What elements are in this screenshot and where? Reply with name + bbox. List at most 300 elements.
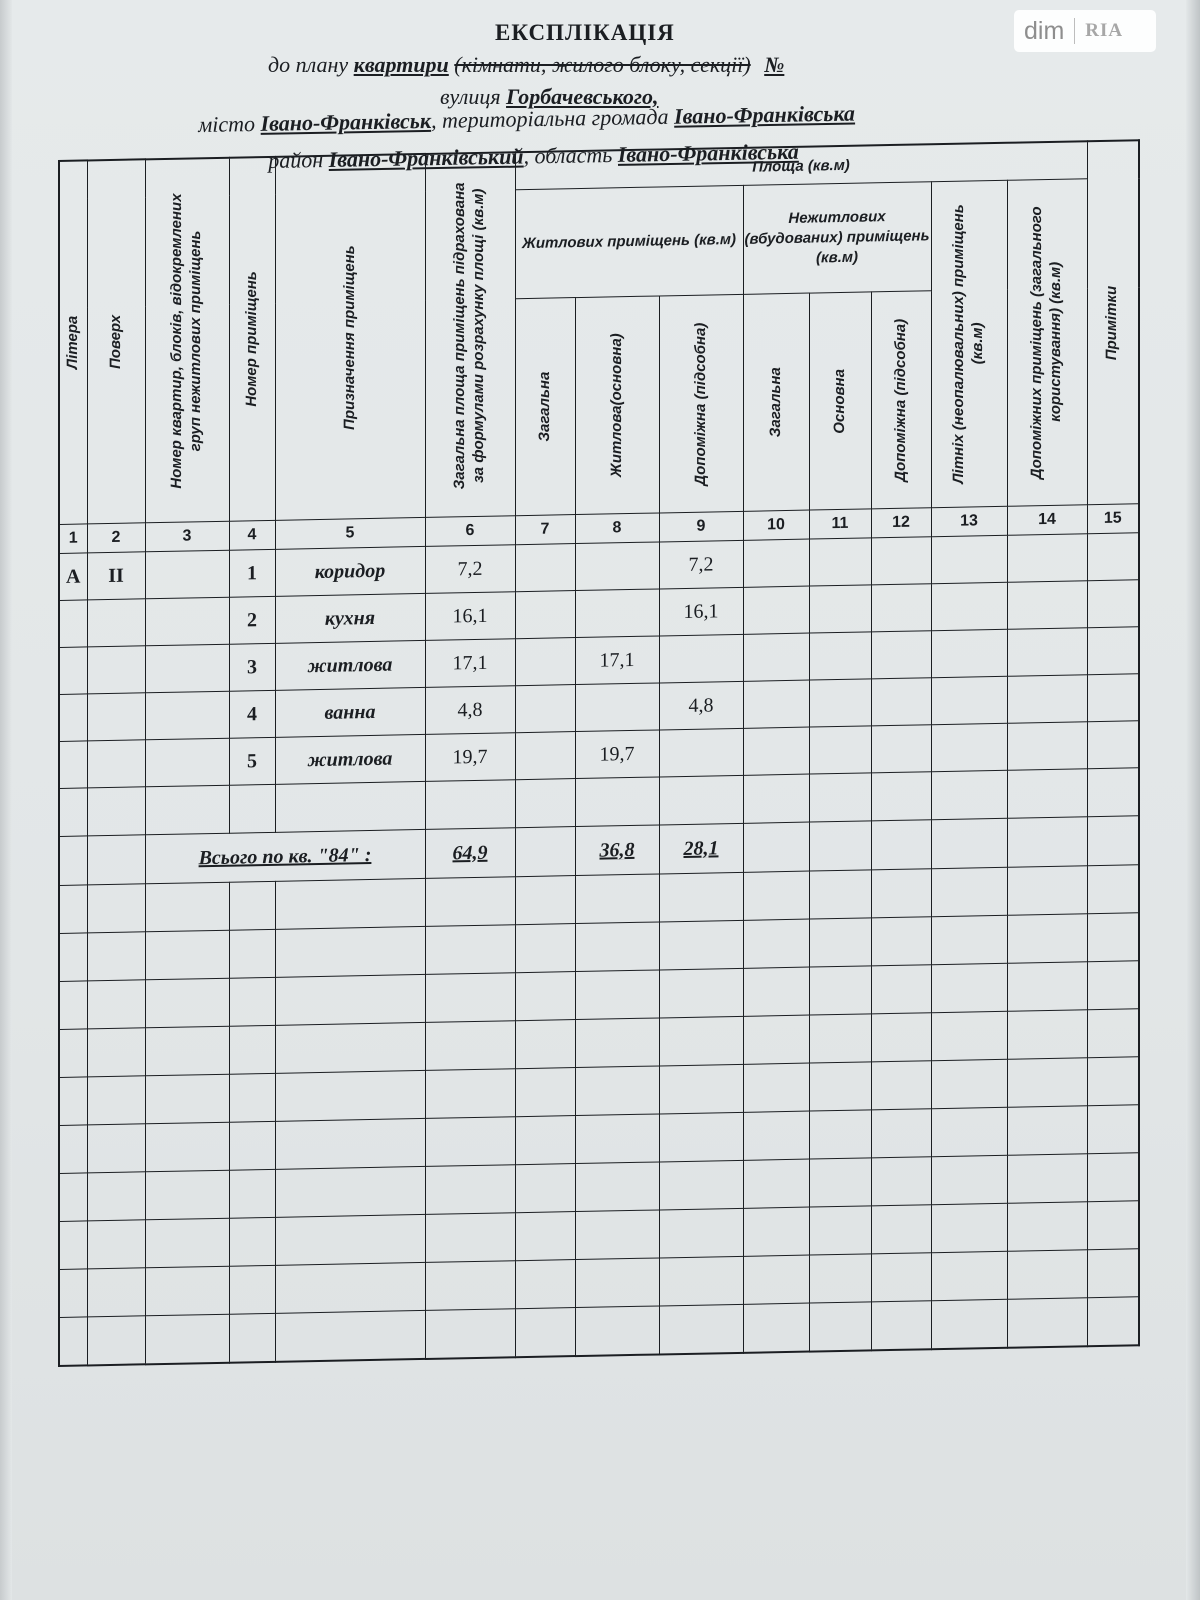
cell-room-number: 1	[229, 549, 275, 597]
totals-label: Всього по кв. "84" :	[145, 829, 425, 883]
cell-empty	[1087, 1153, 1139, 1202]
cell-living-total	[515, 685, 575, 733]
cell-empty	[59, 788, 87, 837]
cell-purpose: коридор	[275, 546, 425, 596]
cell-empty	[59, 1029, 87, 1078]
cell-empty	[1007, 1010, 1087, 1060]
cell-empty	[743, 1015, 809, 1064]
cell-floor	[87, 740, 145, 788]
column-number: 11	[809, 509, 871, 539]
cell-empty	[59, 981, 87, 1030]
cell-empty	[743, 1111, 809, 1160]
cell-empty	[275, 1070, 425, 1121]
cell-unit	[145, 691, 229, 740]
cell-empty	[809, 1302, 871, 1352]
col-header-nonliving-total: Загальна	[743, 293, 809, 511]
column-number: 2	[87, 523, 145, 553]
cell-empty	[743, 1063, 809, 1112]
column-number: 6	[425, 516, 515, 547]
column-number: 3	[145, 521, 229, 552]
plan-struck-options: (кімнати, жилого блоку, секції)	[454, 52, 751, 77]
cell-empty	[87, 980, 145, 1029]
col-header-room-number: Номер приміщень	[229, 157, 275, 521]
city-label: місто	[198, 111, 256, 137]
cell-empty	[59, 1077, 87, 1126]
cell-empty	[743, 1159, 809, 1208]
cell-empty	[809, 1158, 871, 1207]
cell-empty	[931, 1059, 1007, 1108]
cell-empty	[145, 1122, 229, 1172]
cell-empty	[931, 1251, 1007, 1300]
cell-empty	[809, 632, 871, 680]
cell-litera	[59, 741, 87, 789]
cell-empty	[425, 1309, 515, 1359]
cell-empty	[229, 1121, 275, 1170]
city-line	[198, 101, 855, 138]
cell-empty	[145, 978, 229, 1028]
cell-empty	[425, 973, 515, 1023]
cell-empty	[659, 1304, 743, 1354]
cell-empty	[145, 1218, 229, 1268]
cell-living-aux	[659, 728, 743, 777]
cell-empty	[1007, 1298, 1087, 1348]
cell-empty	[931, 915, 1007, 964]
cell-empty	[931, 582, 1007, 630]
cell-empty	[871, 537, 931, 585]
column-number: 15	[1087, 504, 1139, 534]
cell-empty	[809, 773, 871, 822]
cell-empty	[1087, 816, 1139, 866]
cell-empty	[145, 930, 229, 980]
column-number: 1	[59, 524, 87, 554]
cell-empty	[575, 1066, 659, 1116]
cell-empty	[87, 835, 145, 885]
cell-empty	[1007, 581, 1087, 630]
cell-empty	[871, 820, 931, 870]
cell-floor	[87, 599, 145, 647]
cell-empty	[515, 1116, 575, 1165]
cell-empty	[229, 1313, 275, 1362]
cell-empty	[743, 967, 809, 1016]
cell-room-number: 2	[229, 596, 275, 644]
col-header-nonliving-aux: Допоміжна (підсобна)	[871, 291, 931, 509]
cell-empty	[871, 965, 931, 1014]
cell-unit	[145, 550, 229, 599]
cell-purpose: житлова	[275, 640, 425, 690]
cell-empty	[659, 872, 743, 922]
cell-empty	[1007, 1106, 1087, 1156]
cell-empty	[229, 784, 275, 833]
document-title: ЕКСПЛІКАЦІЯ	[495, 20, 675, 45]
col-header-floor: Поверх	[87, 159, 145, 524]
cell-empty	[931, 867, 1007, 916]
cell-empty	[809, 1206, 871, 1255]
cell-empty	[659, 1064, 743, 1114]
cell-empty	[229, 1073, 275, 1122]
cell-empty	[659, 968, 743, 1018]
cell-room-number: 3	[229, 643, 275, 691]
col-header-unit-number: Номер квартир, блоків, відокремлених груп нежитлових приміщень	[145, 158, 229, 523]
cell-empty	[1007, 534, 1087, 583]
cell-empty	[275, 1118, 425, 1169]
cell-empty	[931, 535, 1007, 583]
watermark-ria: RIA	[1085, 20, 1124, 41]
cell-empty	[1087, 674, 1139, 722]
cell-empty	[515, 1164, 575, 1213]
cell-empty	[229, 977, 275, 1026]
cell-empty	[1087, 961, 1139, 1010]
cell-floor: II	[87, 552, 145, 600]
cell-empty	[809, 821, 871, 871]
cell-empty	[931, 770, 1007, 819]
cell-empty	[931, 723, 1007, 771]
cell-empty	[1007, 962, 1087, 1012]
cell-empty	[87, 787, 145, 836]
cell-empty	[425, 1165, 515, 1215]
col-header-notes: Примітки	[1087, 140, 1139, 504]
cell-living-aux: 16,1	[659, 587, 743, 636]
col-header-living-main: Житлова(основна)	[575, 296, 659, 515]
cell-empty	[931, 1107, 1007, 1156]
cell-empty	[1087, 1297, 1139, 1346]
cell-empty	[871, 772, 931, 821]
cell-empty	[59, 836, 87, 886]
cell-empty	[87, 1220, 145, 1269]
cell-room-number: 4	[229, 690, 275, 738]
community-label: , територіальна громада	[430, 103, 669, 133]
cell-empty	[425, 925, 515, 975]
cell-living-total	[515, 591, 575, 639]
cell-empty	[229, 929, 275, 978]
cell-empty	[87, 1028, 145, 1077]
district-value: Івано-Франківський	[328, 143, 524, 172]
cell-empty	[659, 920, 743, 970]
cell-empty	[275, 926, 425, 977]
cell-empty	[59, 885, 87, 934]
cell-empty	[931, 1203, 1007, 1252]
cell-empty	[59, 933, 87, 982]
cell-empty	[87, 1316, 145, 1366]
cell-empty	[515, 827, 575, 877]
cell-empty	[659, 1256, 743, 1306]
cell-empty	[931, 1299, 1007, 1349]
district-label: район	[268, 147, 324, 173]
cell-empty	[145, 882, 229, 932]
cell-empty	[659, 775, 743, 825]
watermark-divider	[1074, 18, 1075, 44]
cell-living-main: 17,1	[575, 636, 659, 685]
cell-litera: А	[59, 553, 87, 601]
cell-total-area: 4,8	[425, 686, 515, 735]
cell-empty	[425, 1117, 515, 1167]
column-number: 9	[659, 511, 743, 542]
cell-empty	[229, 1025, 275, 1074]
cell-empty	[1087, 627, 1139, 675]
col-header-common-aux: Допоміжних приміщень (загального користування) (кв.м)	[1007, 179, 1087, 507]
cell-unit	[145, 738, 229, 787]
cell-empty	[1007, 866, 1087, 916]
cell-empty	[871, 584, 931, 632]
cell-empty	[871, 678, 931, 726]
col-header-living-total: Загальна	[515, 298, 575, 516]
cell-empty	[145, 785, 229, 835]
cell-empty	[1087, 865, 1139, 914]
cell-empty	[809, 918, 871, 967]
cell-empty	[1007, 628, 1087, 677]
plan-object: квартири	[353, 52, 449, 77]
cell-living-main	[575, 683, 659, 732]
plan-line	[268, 52, 812, 78]
cell-empty	[1087, 1009, 1139, 1058]
cell-empty	[809, 726, 871, 774]
cell-empty	[59, 1317, 87, 1366]
totals-total-area: 64,9	[425, 828, 515, 879]
page-edge-right	[1186, 0, 1200, 1600]
cell-empty	[575, 922, 659, 972]
cell-empty	[1007, 1250, 1087, 1300]
cell-empty	[87, 1268, 145, 1317]
cell-empty	[145, 1170, 229, 1220]
region-value: Івано-Франківська	[617, 138, 799, 167]
cell-empty	[871, 631, 931, 679]
cell-empty	[809, 966, 871, 1015]
cell-empty	[931, 963, 1007, 1012]
column-number: 7	[515, 515, 575, 545]
col-header-litera: Літера	[59, 160, 87, 524]
cell-empty	[275, 1214, 425, 1265]
cell-empty	[425, 877, 515, 927]
cell-empty	[871, 1253, 931, 1302]
cell-empty	[743, 1255, 809, 1304]
plan-prefix: до плану	[268, 52, 349, 77]
cell-empty	[59, 1269, 87, 1318]
cell-living-total	[515, 638, 575, 686]
col-header-purpose: Призначення приміщень	[275, 154, 425, 520]
cell-empty	[871, 1205, 931, 1254]
cell-empty	[275, 1166, 425, 1217]
cell-empty	[871, 1109, 931, 1158]
cell-floor	[87, 646, 145, 694]
cell-empty	[809, 1110, 871, 1159]
cell-room-number: 5	[229, 737, 275, 785]
column-number: 10	[743, 510, 809, 540]
cell-empty	[1087, 1105, 1139, 1154]
col-header-area-group: Площа (кв.м)	[515, 141, 1087, 189]
cell-empty	[931, 1011, 1007, 1060]
cell-empty	[275, 974, 425, 1025]
column-number: 13	[931, 506, 1007, 536]
cell-empty	[871, 869, 931, 918]
cell-empty	[1087, 1057, 1139, 1106]
cell-empty	[931, 629, 1007, 677]
cell-total-area: 16,1	[425, 592, 515, 641]
cell-empty	[575, 1210, 659, 1260]
cell-empty	[87, 1124, 145, 1173]
cell-empty	[575, 1258, 659, 1308]
cell-empty	[1007, 1058, 1087, 1108]
totals-living: 36,8	[575, 825, 659, 876]
cell-empty	[425, 1213, 515, 1263]
cell-purpose: кухня	[275, 593, 425, 643]
cell-empty	[515, 1308, 575, 1358]
cell-empty	[229, 1265, 275, 1314]
cell-empty	[659, 1016, 743, 1066]
page-edge-left	[0, 0, 12, 1600]
cell-empty	[87, 1172, 145, 1221]
cell-living-aux	[659, 634, 743, 683]
cell-living-main: 19,7	[575, 730, 659, 779]
cell-empty	[515, 779, 575, 828]
cell-empty	[809, 538, 871, 586]
cell-empty	[871, 725, 931, 773]
cell-empty	[871, 1013, 931, 1062]
cell-empty	[515, 1020, 575, 1069]
cell-empty	[229, 1217, 275, 1266]
cell-total-area: 7,2	[425, 545, 515, 594]
cell-unit	[145, 597, 229, 646]
col-header-summer: Літніх (неопалювальних) приміщень (кв.м)	[931, 180, 1007, 507]
column-number: 5	[275, 517, 425, 549]
cell-purpose: ванна	[275, 687, 425, 737]
cell-empty	[809, 1254, 871, 1303]
explication-table-wrapper	[58, 139, 1138, 1430]
cell-empty	[145, 1314, 229, 1364]
cell-litera	[59, 647, 87, 695]
explication-table	[58, 139, 1140, 1367]
cell-unit	[145, 644, 229, 693]
cell-empty	[871, 917, 931, 966]
cell-empty	[59, 1125, 87, 1174]
cell-empty	[425, 1069, 515, 1119]
cell-empty	[87, 884, 145, 933]
cell-empty	[59, 1221, 87, 1270]
cell-empty	[659, 1160, 743, 1210]
cell-empty	[575, 874, 659, 924]
cell-empty	[659, 1112, 743, 1162]
watermark-dim: dim	[1024, 16, 1065, 45]
plan-number-label: №	[764, 52, 785, 77]
cell-empty	[743, 680, 809, 728]
cell-empty	[145, 1026, 229, 1076]
cell-empty	[575, 1162, 659, 1212]
cell-living-main	[575, 589, 659, 638]
cell-empty	[743, 1207, 809, 1256]
cell-empty	[275, 1022, 425, 1073]
column-number: 12	[871, 508, 931, 538]
totals-aux: 28,1	[659, 823, 743, 874]
cell-empty	[575, 1018, 659, 1068]
cell-litera	[59, 600, 87, 648]
cell-empty	[425, 1021, 515, 1071]
city-value: Івано-Франківськ	[260, 107, 432, 136]
column-number: 8	[575, 513, 659, 544]
cell-empty	[809, 585, 871, 633]
cell-empty	[1007, 769, 1087, 819]
cell-living-total	[515, 544, 575, 592]
cell-empty	[515, 876, 575, 925]
cell-empty	[275, 1262, 425, 1313]
cell-litera	[59, 694, 87, 742]
cell-empty	[1007, 675, 1087, 724]
cell-empty	[229, 881, 275, 930]
cell-empty	[743, 871, 809, 920]
region-label: , область	[523, 141, 613, 169]
cell-empty	[743, 727, 809, 775]
cell-empty	[743, 919, 809, 968]
cell-empty	[871, 1157, 931, 1206]
cell-empty	[275, 1310, 425, 1361]
dim-ria-watermark	[1014, 10, 1156, 52]
cell-empty	[1087, 1201, 1139, 1250]
cell-empty	[515, 972, 575, 1021]
street-label: вулиця	[440, 84, 501, 109]
cell-total-area: 19,7	[425, 733, 515, 782]
cell-empty	[1087, 721, 1139, 769]
cell-empty	[871, 1301, 931, 1351]
cell-empty	[275, 878, 425, 929]
cell-empty	[515, 1212, 575, 1261]
cell-empty	[515, 1260, 575, 1309]
cell-empty	[1087, 768, 1139, 817]
cell-empty	[931, 676, 1007, 724]
cell-empty	[575, 777, 659, 827]
cell-empty	[743, 633, 809, 681]
column-number: 4	[229, 520, 275, 550]
cell-empty	[145, 1266, 229, 1316]
cell-empty	[87, 932, 145, 981]
community-value: Івано-Франківська	[673, 100, 856, 129]
col-header-total-area: Загальна площа приміщень підрахована за формулами розрахунку площі (кв.м)	[425, 152, 515, 517]
col-header-nonliving-group: Нежитлових (вбудованих) приміщень (кв.м)	[743, 182, 931, 295]
cell-empty	[575, 970, 659, 1020]
cell-living-main	[575, 542, 659, 591]
cell-empty	[145, 1074, 229, 1124]
cell-living-aux: 4,8	[659, 681, 743, 730]
cell-empty	[743, 586, 809, 634]
cell-empty	[575, 1306, 659, 1356]
cell-empty	[931, 818, 1007, 868]
cell-empty	[575, 1114, 659, 1164]
cell-total-area: 17,1	[425, 639, 515, 688]
cell-empty	[425, 1261, 515, 1311]
cell-purpose: житлова	[275, 734, 425, 784]
cell-empty	[809, 1014, 871, 1063]
cell-empty	[1087, 913, 1139, 962]
cell-empty	[1087, 580, 1139, 628]
cell-empty	[1007, 1202, 1087, 1252]
cell-empty	[1087, 1249, 1139, 1298]
cell-empty	[809, 870, 871, 919]
col-header-nonliving-main: Основна	[809, 292, 871, 510]
cell-living-aux: 7,2	[659, 540, 743, 589]
column-number: 14	[1007, 505, 1087, 536]
col-header-living-group: Житлових приміщень (кв.м)	[515, 185, 743, 298]
cell-empty	[743, 822, 809, 872]
cell-empty	[1007, 914, 1087, 964]
cell-empty	[809, 1062, 871, 1111]
cell-empty	[743, 539, 809, 587]
cell-empty	[515, 924, 575, 973]
cell-empty	[59, 1173, 87, 1222]
cell-empty	[1007, 1154, 1087, 1204]
cell-empty	[1007, 722, 1087, 771]
cell-empty	[229, 1169, 275, 1218]
cell-empty	[87, 1076, 145, 1125]
cell-floor	[87, 693, 145, 741]
cell-empty	[931, 1155, 1007, 1204]
cell-empty	[871, 1061, 931, 1110]
cell-empty	[1087, 533, 1139, 581]
